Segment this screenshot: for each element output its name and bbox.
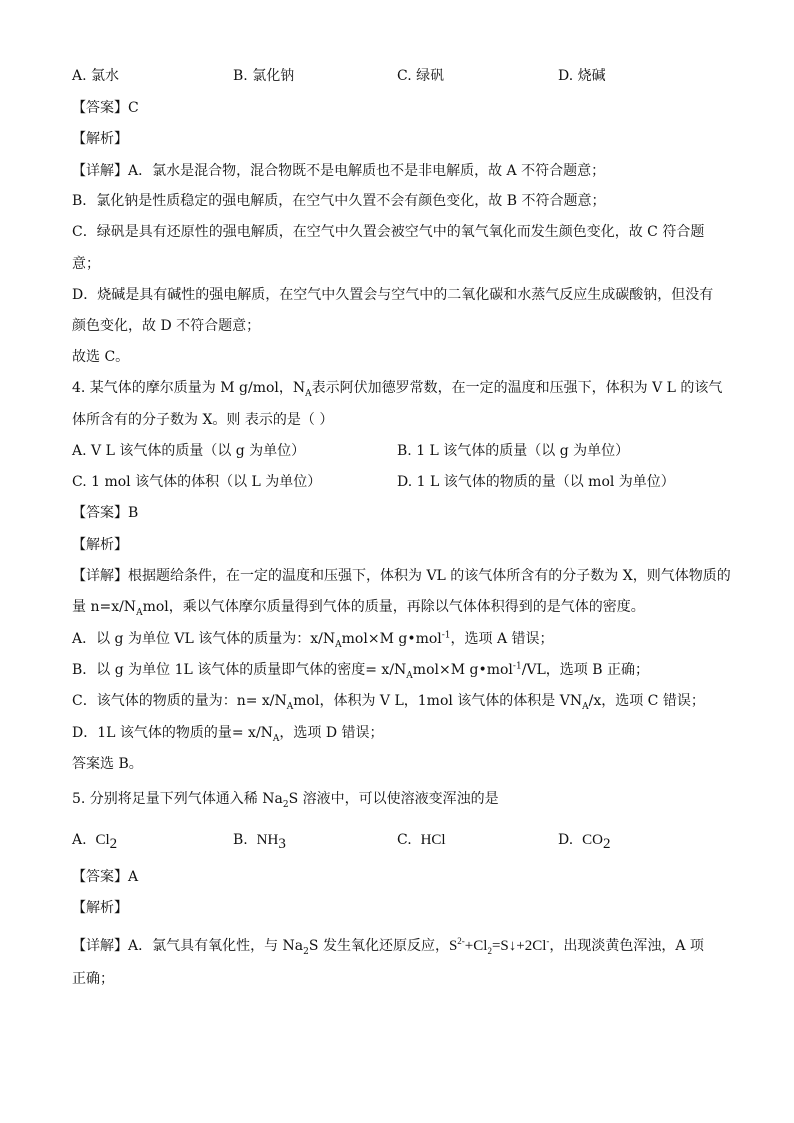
q3-detail-c-line1: C．绿矾是具有还原性的强电解质，在空气中久置会被空气中的氧气氧化而发生颜色变化，故 C 符合题 bbox=[72, 224, 705, 240]
q3-detail-b: B．氯化钠是性质稳定的强电解质，在空气中久置不会有颜色变化，故 B 不符合题意； bbox=[72, 193, 606, 209]
q4-line-a-part3: ，选项 A 错误； bbox=[450, 631, 554, 647]
q4-detail2-sub: A bbox=[136, 607, 143, 618]
q4-line-a-part2: mol×M g•mol bbox=[341, 631, 442, 647]
q5-option-c-formula: HCl bbox=[420, 832, 446, 848]
q4-line-c-part1: C．该气体的物质的量为：n= x/N bbox=[72, 693, 287, 709]
q5-detail-tag: 【详解】 bbox=[72, 938, 128, 954]
q5-eq-cl2: +Cl bbox=[464, 938, 488, 954]
q4-stem-line1 bbox=[72, 378, 722, 398]
q3-detail-c-line2: 意； bbox=[72, 256, 100, 272]
q4-stem-part1: 4. 某气体的摩尔质量为 M g/mol，N bbox=[72, 380, 306, 396]
q4-detail-text1: 根据题给条件，在一定的温度和压强下，体积为 VL 的该气体所含有的分子数为 X，则气体物质的 bbox=[128, 568, 731, 584]
q3-detail-tag: 【详解】 bbox=[72, 163, 128, 179]
q5-options bbox=[72, 830, 732, 850]
q4-line-a-sup: -1 bbox=[441, 630, 451, 641]
q4-choice-c-explanation bbox=[72, 691, 705, 711]
q4-option-a: A. V L 该气体的质量（以 g 为单位） bbox=[72, 443, 306, 459]
q4-detail-tag: 【详解】 bbox=[72, 568, 128, 584]
q3-option-b: B. 氯化钠 bbox=[233, 68, 295, 84]
q5-option-d-formula: CO bbox=[582, 832, 603, 848]
q5-option-d bbox=[558, 830, 610, 850]
q4-line-a-part1: A．以 g 为单位 VL 该气体的质量为：x/N bbox=[72, 631, 336, 647]
q5-stem-part1: 5. 分别将足量下列气体通入稀 Na bbox=[72, 791, 283, 807]
q5-eq-cl-charge: - bbox=[546, 936, 550, 946]
q4-analysis-heading: 【解析】 bbox=[72, 537, 128, 553]
q3-conclusion: 故选 C。 bbox=[72, 349, 130, 365]
q4-line-b-sup: -1 bbox=[512, 661, 522, 672]
q5-option-d-sub: 2 bbox=[602, 835, 611, 852]
q3-answer: 【答案】C bbox=[72, 100, 139, 116]
q4-option-b: B. 1 L 该气体的质量（以 g 为单位） bbox=[397, 443, 630, 459]
q5-analysis-heading: 【解析】 bbox=[72, 900, 128, 916]
q4-line-b-part1: B．以 g 为单位 1L 该气体的质量即气体的密度= x/N bbox=[72, 662, 407, 678]
q5-option-b-formula: NH bbox=[256, 832, 279, 848]
q5-detail-part2: S 发生氧化还原反应， bbox=[308, 938, 449, 954]
q4-line-d-sub: A bbox=[272, 733, 280, 744]
q4-line-d-part2: ，选项 D 错误； bbox=[279, 725, 384, 741]
q5-detail-part3: ，出现淡黄色浑浊，A 项 bbox=[549, 938, 704, 954]
q4-choice-d-explanation bbox=[72, 723, 384, 743]
q5-stem bbox=[72, 789, 499, 809]
q4-detail-line2 bbox=[72, 597, 645, 617]
q4-line-b-part3: /VL，选项 B 正确； bbox=[521, 662, 649, 678]
q5-option-a-label: A. bbox=[72, 832, 87, 848]
q5-option-a-formula: Cl bbox=[95, 832, 110, 848]
q4-line-b-sub: A bbox=[406, 670, 413, 681]
q5-answer: 【答案】A bbox=[72, 869, 139, 885]
q5-eq-s-charge: 2- bbox=[457, 936, 465, 946]
q4-choice-a-explanation bbox=[72, 629, 554, 649]
q4-line-b-part2: mol×M g•mol bbox=[412, 662, 513, 678]
q4-answer: 【答案】B bbox=[72, 505, 139, 521]
q4-choice-b-explanation bbox=[72, 660, 649, 680]
q4-line-c-sub2: A bbox=[582, 701, 589, 712]
q4-line-c-part3: /x，选项 C 错误； bbox=[588, 693, 705, 709]
q3-option-c: C. 绿矾 bbox=[397, 68, 445, 84]
q4-line-c-part2: mol，体积为 V L，1mol 该气体的体积是 VN bbox=[293, 693, 583, 709]
q5-option-c-label: C. bbox=[397, 832, 412, 848]
q3-detail-a bbox=[72, 161, 605, 181]
q5-option-b-sub: 3 bbox=[278, 835, 286, 852]
q4-options-row2 bbox=[72, 472, 732, 492]
q5-option-b bbox=[233, 830, 286, 850]
q5-eq-s: S bbox=[448, 938, 458, 954]
q4-line-c-sub1: A bbox=[286, 701, 294, 712]
q5-detail-part1: A．氯气具有氧化性，与 Na bbox=[128, 938, 304, 954]
q4-option-d: D. 1 L 该气体的物质的量（以 mol 为单位） bbox=[397, 474, 675, 490]
q3-option-a: A. 氯水 bbox=[72, 68, 120, 84]
q4-stem-sub: A bbox=[305, 388, 312, 399]
q5-detail-sub: 2 bbox=[303, 946, 309, 957]
q4-detail2-part2: mol，乘以气体摩尔质量得到气体的质量，再除以气体体积得到的是气体的密度。 bbox=[142, 599, 645, 615]
q4-options-row1 bbox=[72, 441, 732, 461]
q5-option-a-sub: 2 bbox=[109, 835, 118, 852]
q3-option-d: D. 烧碱 bbox=[558, 68, 606, 84]
q4-option-c: C. 1 mol 该气体的体积（以 L 为单位） bbox=[72, 474, 322, 490]
q5-stem-part2: S 溶液中，可以使溶液变浑浊的是 bbox=[288, 791, 499, 807]
q5-eq-cl2-sub: 2 bbox=[487, 946, 492, 956]
q4-detail-line1 bbox=[72, 566, 731, 586]
q4-conclusion: 答案选 B。 bbox=[72, 756, 143, 772]
q3-analysis-heading: 【解析】 bbox=[72, 131, 128, 147]
q5-reaction-equation bbox=[449, 938, 549, 954]
q5-stem-sub: 2 bbox=[282, 799, 289, 810]
q3-detail-d-line2: 颜色变化，故 D 不符合题意； bbox=[72, 318, 261, 334]
q5-option-b-label: B. bbox=[233, 832, 248, 848]
q4-line-a-sub: A bbox=[335, 639, 342, 650]
q4-detail2-part1: 量 n=x/N bbox=[72, 599, 137, 615]
q3-detail-d-line1: D．烧碱是具有碱性的强电解质，在空气中久置会与空气中的二氧化碳和水蒸气反应生成碳酸钠，但没有 bbox=[72, 287, 714, 303]
q4-line-d-part1: D．1L 该气体的物质的量= x/N bbox=[72, 725, 273, 741]
q4-stem-line2: 体所含有的分子数为 X。则 表示的是（ ） bbox=[72, 412, 334, 428]
q5-eq-products: =S↓+2Cl bbox=[491, 938, 547, 954]
q5-option-c bbox=[397, 830, 446, 850]
q5-option-a bbox=[72, 830, 117, 850]
q3-options bbox=[72, 66, 732, 86]
q3-detail-a-text: A．氯水是混合物，混合物既不是电解质也不是非电解质，故 A 不符合题意； bbox=[128, 163, 606, 179]
q5-detail-line2: 正确； bbox=[72, 971, 114, 987]
q5-option-d-label: D. bbox=[558, 832, 574, 848]
q5-detail-line1 bbox=[72, 936, 704, 956]
q4-stem-part2: 表示阿伏加德罗常数，在一定的温度和压强下，体积为 V L 的该气 bbox=[311, 380, 723, 396]
